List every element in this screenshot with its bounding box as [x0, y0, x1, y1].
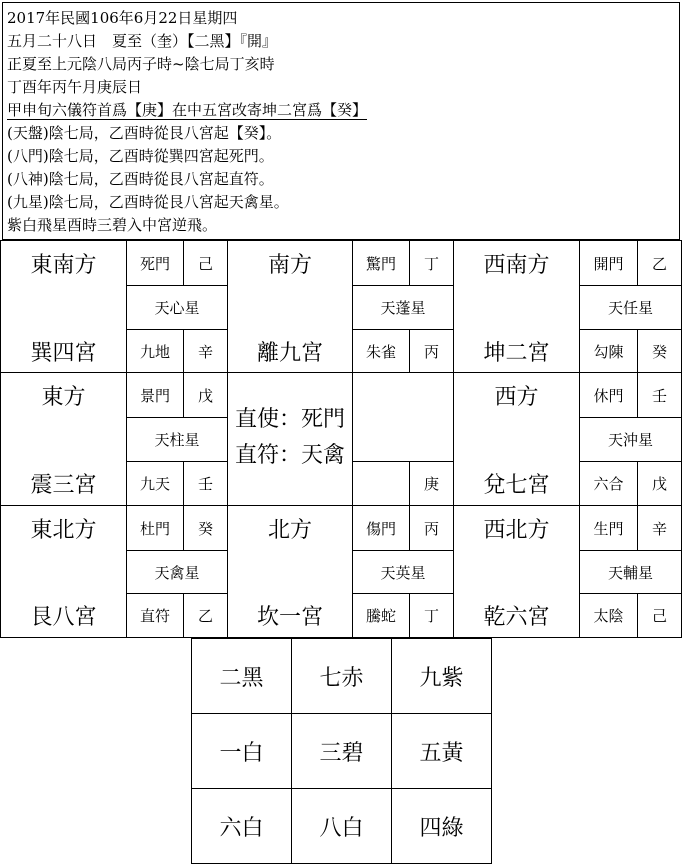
stem-top: 壬 — [651, 386, 667, 405]
stem-top: 己 — [197, 254, 213, 273]
stem-bottom: 丙 — [423, 342, 439, 361]
tianpan-line: (天盤)陰七局，乙酉時從艮八宮起【癸】。 — [7, 124, 282, 142]
star-label: 天蓬星 — [380, 299, 426, 317]
flying-star-cell: 二黑 — [191, 638, 292, 714]
god-label: 六合 — [593, 475, 624, 493]
palace-dui-7 — [453, 372, 682, 506]
zhishi-label: 直使：死門 — [234, 406, 345, 432]
flying-star-grid — [191, 638, 494, 866]
door-label: 開門 — [593, 254, 624, 273]
flying-star-cell: 一白 — [191, 713, 292, 789]
star-label: 天任星 — [607, 299, 653, 317]
direction-label: 西方 — [494, 384, 539, 410]
door-label: 驚門 — [365, 254, 396, 273]
flying-star-cell: 三碧 — [291, 713, 392, 789]
flying-star-cell: 五黃 — [391, 713, 492, 789]
door-label: 死門 — [139, 254, 170, 273]
palace-label: 離九宮 — [256, 340, 323, 366]
palace-label: 艮八宮 — [30, 604, 97, 630]
date-line: 2017年民國106年6月22日星期四 — [7, 9, 238, 27]
lunar-line: 五月二十八日 夏至（奎）【二黑】『開』 — [7, 32, 278, 50]
direction-label: 北方 — [267, 517, 312, 543]
stem-top: 丙 — [423, 519, 439, 538]
direction-label: 西北方 — [483, 517, 550, 543]
star-label: 天禽星 — [154, 563, 200, 582]
star-label: 天心星 — [154, 299, 200, 317]
god-label: 九地 — [139, 342, 170, 361]
stem-top: 戊 — [197, 386, 213, 405]
stem-bottom: 癸 — [651, 342, 667, 361]
god-label: 騰蛇 — [365, 607, 396, 625]
door-label: 傷門 — [365, 519, 396, 538]
fushou-text: 甲申旬六儀符首爲【庚】在中五宮改寄坤二宮爲【癸】 — [7, 101, 368, 119]
god-label: 直符 — [139, 607, 170, 625]
star-label: 天沖星 — [607, 431, 653, 449]
zhifu-label: 直符：天禽 — [234, 442, 345, 468]
door-label: 休門 — [593, 386, 624, 405]
ganzhi-line: 丁酉年丙午月庚辰日 — [7, 78, 143, 96]
direction-label: 東北方 — [30, 517, 97, 543]
door-label: 杜門 — [139, 519, 170, 538]
direction-label: 東南方 — [30, 252, 97, 278]
palace-xun-4 — [0, 240, 228, 373]
flying-star-cell: 六白 — [191, 788, 292, 864]
stem-top: 辛 — [651, 519, 667, 538]
stem-bottom: 己 — [651, 607, 667, 625]
palace-center-5 — [227, 372, 454, 506]
stem-bottom: 乙 — [197, 607, 213, 625]
star-label: 天柱星 — [154, 431, 200, 449]
stem-bottom: 戊 — [651, 475, 667, 493]
palace-label: 巽四宮 — [30, 340, 97, 366]
stem-bottom: 壬 — [197, 475, 213, 493]
stem-bottom: 丁 — [423, 607, 439, 625]
palace-label: 乾六宮 — [483, 604, 550, 630]
palace-qian-6 — [453, 505, 682, 638]
palace-zhen-3 — [0, 372, 228, 506]
star-label: 天英星 — [380, 563, 426, 582]
bashen-line: (八神)陰七局，乙酉時從艮八宮起直符。 — [7, 170, 274, 188]
palace-label: 坤二宮 — [483, 340, 550, 366]
door-label: 景門 — [139, 386, 170, 405]
fushou-line — [7, 99, 679, 122]
direction-label: 南方 — [267, 252, 312, 278]
qimen-grid — [0, 240, 682, 638]
stem-bottom: 辛 — [197, 342, 213, 361]
stem-bottom: 庚 — [423, 475, 439, 493]
god-label: 朱雀 — [365, 342, 396, 361]
flying-star-cell: 四綠 — [391, 788, 492, 864]
zibai-line: 紫白飛星酉時三碧入中宮逆飛。 — [7, 216, 218, 234]
door-label: 生門 — [593, 519, 624, 538]
info-box — [2, 2, 680, 240]
god-label: 九天 — [139, 475, 170, 493]
direction-label: 西南方 — [483, 252, 550, 278]
palace-li-9 — [227, 240, 454, 373]
palace-kun-2 — [453, 240, 682, 373]
palace-kan-1 — [227, 505, 454, 638]
flying-star-cell: 九紫 — [391, 638, 492, 714]
flying-star-cell: 七赤 — [291, 638, 392, 714]
ju-line: 正夏至上元陰八局丙子時~陰七局丁亥時 — [7, 55, 275, 73]
star-label: 天輔星 — [607, 563, 653, 582]
palace-label: 震三宮 — [30, 472, 97, 498]
bamen-line: (八門)陰七局，乙酉時從巽四宮起死門。 — [7, 147, 274, 165]
stem-top: 乙 — [651, 254, 667, 273]
palace-label: 兌七宮 — [483, 472, 550, 498]
flying-star-cell: 八白 — [291, 788, 392, 864]
god-label: 勾陳 — [593, 342, 624, 361]
palace-gen-8 — [0, 505, 228, 638]
god-label: 太陰 — [593, 607, 624, 625]
jiuxing-line: (九星)陰七局，乙酉時從艮八宮起天禽星。 — [7, 193, 289, 211]
palace-label: 坎一宮 — [256, 604, 323, 630]
stem-top: 癸 — [197, 519, 213, 538]
stem-top: 丁 — [423, 254, 439, 273]
direction-label: 東方 — [41, 384, 86, 410]
